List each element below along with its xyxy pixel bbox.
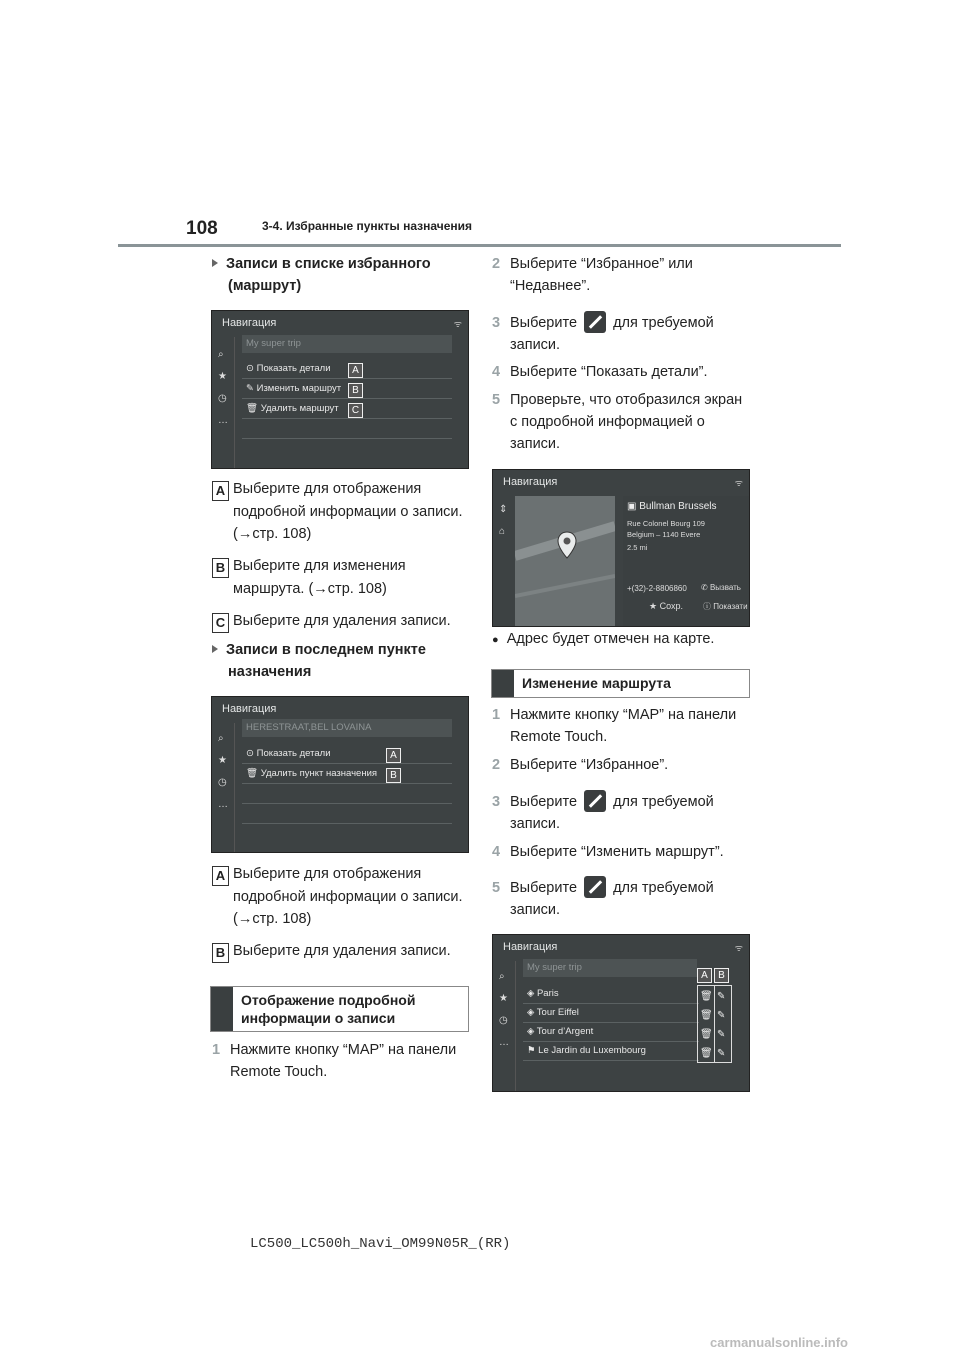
footer-code: LC500_LC500h_Navi_OM99N05R_(RR) — [250, 1236, 511, 1252]
star-icon: ★ — [218, 371, 227, 382]
screenshot-favorites-route — [211, 310, 469, 469]
row-edit-route[interactable]: ✎ Изменить маршрут — [242, 380, 452, 399]
triangle-bullet-icon — [212, 259, 218, 267]
row-delete-destination[interactable]: 🗑 Удалить пункт назначения — [242, 765, 452, 784]
step-2: 2 Выберите “Избранное” или “Недавнее”. — [492, 256, 693, 294]
details-icon: ⊙ — [246, 748, 257, 759]
save-button[interactable]: ★ Сохр. — [649, 601, 683, 611]
waypoint-icon: ◈ — [527, 1026, 537, 1037]
trash-icon[interactable]: 🗑 🗑 🗑 🗑 — [700, 991, 713, 1059]
label-box: B — [212, 943, 229, 963]
clock-icon: ◷ — [218, 777, 227, 788]
description-c: C Выберите для удаления записи. — [212, 610, 451, 633]
step-4: 4 Выберите “Показать детали”. — [492, 364, 708, 380]
screen-title: Навигация — [503, 476, 558, 488]
bullet-icon: ● — [492, 634, 499, 646]
callout-label: B — [714, 968, 729, 983]
search-icon: ⌕ — [218, 733, 224, 744]
page-number: 108 — [186, 218, 218, 239]
callout-label: C — [348, 403, 363, 418]
screen-title: Навигация — [222, 703, 277, 715]
star-icon: ★ — [499, 993, 508, 1004]
row-show-details[interactable]: ⊙ Показать детали — [242, 360, 452, 379]
route-step-5: 5 Выберите для требуемой записи. — [492, 876, 714, 921]
pencil-icon — [584, 876, 606, 898]
place-name: ▣ Bullman Brussels — [627, 501, 717, 512]
step-3: 3 Выберите для требуемой записи. — [492, 311, 714, 356]
place-icon: ▣ — [627, 501, 640, 512]
route-step-3: 3 Выберите для требуемой записи. — [492, 790, 714, 835]
label-box: C — [212, 613, 229, 633]
address-1: Rue Colonel Bourg 109 — [627, 519, 705, 528]
wifi-icon: ᯤ — [734, 478, 743, 488]
row-show-details[interactable]: ⊙ Показать детали — [242, 745, 452, 764]
route-row[interactable]: ◈ Tour Eiffel — [523, 1004, 699, 1023]
screenshot-route-list — [492, 934, 750, 1092]
phone: +(32)-2-8806860 — [627, 584, 687, 593]
star-icon: ★ — [649, 601, 660, 611]
trash-icon: 🗑 — [246, 768, 261, 779]
call-button[interactable]: ✆ Вызвать — [701, 583, 741, 592]
flag-icon: ⚑ — [527, 1045, 539, 1056]
search-icon: ⌕ — [218, 349, 224, 360]
row-delete-route[interactable]: 🗑 Удалить маршрут — [242, 400, 452, 419]
chapter-title: 3-4. Избранные пункты назначения — [262, 219, 473, 233]
callout-label: B — [386, 768, 401, 783]
callout-label: A — [697, 968, 712, 983]
clock-icon: ◷ — [499, 1015, 508, 1026]
callout-label: A — [348, 363, 363, 378]
screen-sidebar — [212, 723, 235, 852]
description-a2: A Выберите для отображения подробной информации о записи. (→стр. 108) — [212, 863, 463, 930]
screen-field: My super trip — [523, 959, 697, 977]
route-step-4: 4 Выберите “Изменить маршрут”. — [492, 844, 724, 860]
zoom-icon: ⇕ — [499, 504, 508, 515]
section-change-route: Изменение маршрута — [491, 669, 750, 698]
step-5: 5 Проверьте, что отобразился экран с подробной информацией о записи. — [492, 392, 743, 452]
phone-icon: ✆ — [701, 583, 710, 592]
row-empty — [242, 805, 452, 824]
section-bar — [492, 670, 514, 697]
route-row[interactable]: ◈ Tour d’Argent — [523, 1023, 699, 1042]
screen-sidebar — [493, 496, 516, 626]
map-icon: ⌂ — [499, 526, 506, 537]
row-empty — [242, 785, 452, 804]
route-step-2: 2 Выберите “Избранное”. — [492, 757, 669, 773]
subheading-favorites-route: Записи в списке избранного (маршрут) — [212, 253, 431, 297]
screenshot-recent-destination — [211, 696, 469, 853]
subheading-recent-destination: Записи в последнем пункте назначения — [212, 639, 426, 683]
map-pin-icon — [556, 530, 578, 562]
pencil-icon[interactable]: ✎ ✎ ✎ ✎ — [717, 991, 726, 1059]
step-1: 1 Нажмите кнопку “MAP” на панели Remote Touch. — [212, 1042, 457, 1080]
label-box: A — [212, 866, 229, 886]
callout-label: B — [348, 383, 363, 398]
pencil-icon: ✎ — [246, 383, 257, 394]
more-icon: … — [499, 1037, 509, 1048]
screen-sidebar — [493, 961, 516, 1091]
screen-title: Навигация — [222, 317, 277, 329]
wifi-icon: ᯤ — [453, 319, 462, 329]
description-b2: B Выберите для удаления записи. — [212, 940, 451, 963]
address-2: Belgium – 1140 Evere — [627, 530, 701, 539]
clock-icon: ◷ — [218, 393, 227, 404]
screen-field: HERESTRAAT,BEL LOVAINA — [242, 719, 452, 737]
label-box: A — [212, 481, 229, 501]
screen-title: Навигация — [503, 941, 558, 953]
screen-sidebar — [212, 337, 235, 468]
waypoint-icon: ◈ — [527, 988, 537, 999]
route-row[interactable]: ◈ Paris — [523, 985, 699, 1004]
waypoint-icon: ◈ — [527, 1007, 537, 1018]
bullet-note: ● Адрес будет отмечен на карте. — [492, 631, 715, 647]
more-icon: … — [218, 415, 228, 426]
watermark: carmanualsonline.info — [710, 1335, 848, 1350]
description-b: B Выберите для изменения маршрута. (→стр. 108) — [212, 555, 406, 600]
route-step-1: 1 Нажмите кнопку “MAP” на панели Remote Touch. — [492, 707, 737, 745]
search-icon: ⌕ — [499, 971, 505, 982]
details-icon: ⊙ — [246, 363, 257, 374]
more-icon: … — [218, 799, 228, 810]
header-rule — [118, 244, 841, 247]
label-box: B — [212, 558, 229, 578]
row-empty — [242, 420, 452, 439]
distance: 2.5 mi — [627, 543, 648, 552]
trash-icon: 🗑 — [246, 403, 261, 414]
info-icon: ⓘ — [703, 602, 714, 611]
description-a: A Выберите для отображения подробной информации о записи. (→стр. 108) — [212, 478, 463, 545]
pencil-icon — [584, 790, 606, 812]
star-icon: ★ — [218, 755, 227, 766]
section-details: Отображение подробной информации о записи — [210, 986, 469, 1032]
pencil-icon — [584, 311, 606, 333]
section-bar — [211, 987, 233, 1031]
triangle-bullet-icon — [212, 645, 218, 653]
show-button[interactable]: ⓘ Показати — [703, 602, 748, 611]
callout-label: A — [386, 748, 401, 763]
screen-field: My super trip — [242, 335, 452, 353]
screenshot-details — [492, 469, 750, 627]
route-row[interactable]: ⚑ Le Jardin du Luxembourg — [523, 1042, 699, 1061]
wifi-icon: ᯤ — [734, 943, 743, 953]
